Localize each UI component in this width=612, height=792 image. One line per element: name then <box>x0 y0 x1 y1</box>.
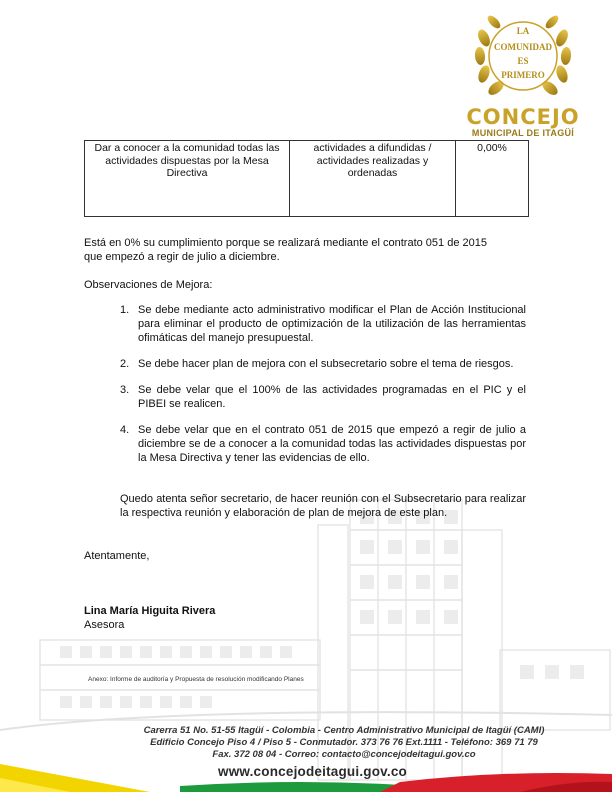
paragraph-line: que empezó a regir de julio a diciembre. <box>84 251 280 263</box>
table-cell-indicator <box>290 141 456 217</box>
table-row <box>85 141 529 217</box>
list-item-number: 4. <box>120 424 130 436</box>
list-item <box>120 423 526 465</box>
observations-title: Observaciones de Mejora: <box>84 279 213 291</box>
list-item <box>120 383 526 411</box>
list-item-text: Se debe hacer plan de mejora con el subsecretario sobre el tema de riesgos. <box>138 358 514 370</box>
footer-website[interactable]: www.concejodeitagui.gov.co <box>218 764 407 779</box>
list-item-number: 2. <box>120 358 130 370</box>
table-cell-line: actividades dispuestas por la Mesa <box>105 154 269 167</box>
table-cell-line: Dar a conocer a la comunidad todas las <box>94 142 280 154</box>
logo-brand-sub: MUNICIPAL DE ITAGÜÍ <box>471 128 575 138</box>
crest-text-la: LA <box>516 26 530 36</box>
logo-brand: CONCEJO <box>466 105 580 129</box>
list-item-text: Se debe mediante acto administrativo modificar el Plan de Acción Institucional para eliminar el producto de optimización de la utilización de las herramientas ofimáticas del manejo presupuestal. <box>138 304 526 344</box>
crest-text-es: ES <box>517 56 529 66</box>
list-item-text: Se debe velar que el 100% de las actividades programadas en el PIC y el PIBEI se realicen. <box>138 384 526 410</box>
laurel-crest-icon <box>470 8 576 106</box>
flag-stripe <box>0 752 612 792</box>
signer-name: Lina María Higuita Rivera <box>84 605 216 617</box>
table-cell-line: ordenadas <box>347 167 398 179</box>
crest-text-primero: PRIMERO <box>501 70 545 80</box>
list-item-number: 1. <box>120 304 130 316</box>
table-cell-percent <box>456 141 529 217</box>
concejo-logo <box>448 8 598 138</box>
list-item <box>120 303 526 345</box>
paragraph-line: Está en 0% su cumplimiento porque se realizará mediante el contrato 051 de 2015 <box>84 237 487 249</box>
list-item <box>120 357 526 371</box>
signer-role: Asesora <box>84 619 125 631</box>
footer-address: Carerra 51 No. 51-55 Itagüí - Colombia - Centro Administrativo Municipal de Itagüí (CAMI) <box>143 725 545 736</box>
table-cell-line: actividades realizadas y <box>316 154 429 167</box>
indicator-table <box>84 140 529 217</box>
table-cell-activity <box>85 141 290 217</box>
footer-phone: Edificio Concejo Piso 4 / Piso 5 - Conmutador. 373 76 76 Ext.1111 - Teléfono: 369 71 79 <box>150 737 538 748</box>
closing-paragraph: Quedo atenta señor secretario, de hacer reunión con el Subsecretario para realizar la respectiva reunión y elaboración de plan de mejora de este plan. <box>120 493 526 519</box>
annex-note: Anexo: Informe de auditoría y Propuesta de resolución modificando Planes <box>88 676 304 683</box>
table-cell-line: actividades a difundidas / <box>313 142 432 154</box>
table-cell-line: Directiva <box>166 167 208 179</box>
footer-fax: Fax. 372 08 04 - Correo: contacto@concejodeitagui.gov.co <box>212 749 476 760</box>
observations-list <box>120 303 526 477</box>
paragraph-status <box>84 236 530 264</box>
salutation: Atentamente, <box>84 550 150 562</box>
crest-text-comunidad: COMUNIDAD <box>494 42 552 52</box>
list-item-number: 3. <box>120 384 130 396</box>
list-item-text: Se debe velar que en el contrato 051 de 2015 que empezó a regir de julio a diciembre se de a conocer a la comunidad todas las actividades dispuestas por la Mesa Directiva y tener las evidencias de ello. <box>138 424 526 464</box>
table-cell-value: 0,00% <box>477 142 507 154</box>
